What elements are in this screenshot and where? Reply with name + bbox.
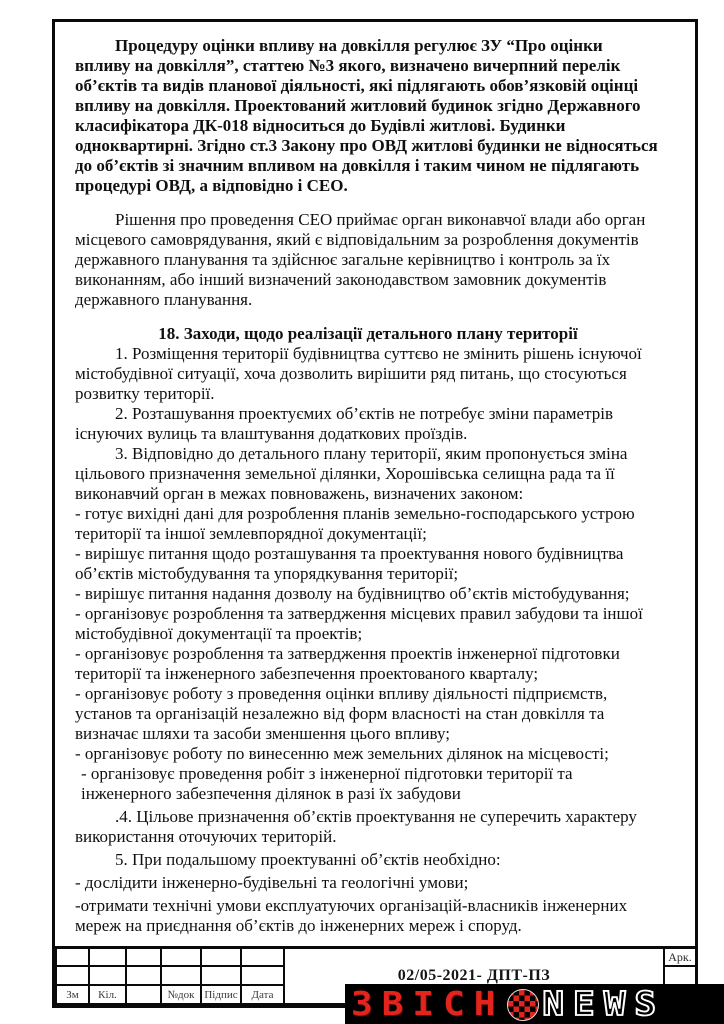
titleblock-label-data: Дата bbox=[241, 985, 284, 1004]
paragraph: Процедуру оцінки впливу на довкілля регулює ЗУ “Про оцінки впливу на довкілля”, статтею №3 якого, визначено вичерпний перелік об’єктів та видів планової діяльності, які підлягають обов’язковій оцінці впливу на довкілля. Проектований житловий будинок згідно Державного класифікатора ДК-018 відноситься до Будівлі житлові. Будинки одноквартирні. Згідно ст.3 Закону про ОВД житлові будинки не відносяться до об’єктів зі значним впливом на довкілля і таким чином не підлягають процедурі ОВД, а відповідно і СЕО. bbox=[75, 36, 658, 195]
checkered-ball-icon bbox=[507, 989, 539, 1021]
titleblock-cell bbox=[126, 947, 161, 966]
titleblock-label-pidpys: Підпис bbox=[201, 985, 241, 1004]
paragraph: - організовує розроблення та затвердження місцевих правил забудови та іншої містобудівної документації та проектів; bbox=[75, 604, 643, 643]
paragraph: - вирішує питання надання дозволу на будівництво об’єктів містобудування; bbox=[75, 584, 630, 603]
paragraph: 1. Розміщення території будівництва суттєво не змінить рішень існуючої містобудівної ситуації, хоча дозволить вирішити ряд питань, що стосуються розвитку території. bbox=[75, 344, 642, 403]
titleblock-label-zm: Зм bbox=[56, 985, 89, 1004]
paragraph: - вирішує питання щодо розташування та проектування нового будівництва об’єктів містобудування та упорядкування території; bbox=[75, 544, 624, 583]
titleblock-label-kil: Кіл. bbox=[89, 985, 126, 1004]
titleblock-cell bbox=[241, 947, 284, 966]
titleblock-cell bbox=[201, 947, 241, 966]
watermark-text-right: NEWS bbox=[542, 985, 666, 1023]
titleblock-cell bbox=[89, 966, 126, 985]
titleblock-label-blank bbox=[126, 985, 161, 1004]
paragraph: - організовує роботу з проведення оцінки впливу діяльності підприємств, установ та організацій незалежно від форм власності на стан довкілля та визначає шляхи та засоби зменшення цього впливу; bbox=[75, 684, 608, 743]
paragraph: - дослідити інженерно-будівельні та геологічні умови; bbox=[75, 873, 469, 892]
titleblock-label-nodoc: №док bbox=[161, 985, 201, 1004]
document-body bbox=[55, 22, 695, 946]
paragraph: Рішення про проведення СЕО приймає орган виконавчої влади або орган місцевого самоврядування, який є відповідальним за розроблення документів державного планування та здійснює загальне керівництво і контроль за їх виконанням, або інший визначений законодавством замовник документів державного планування. bbox=[75, 210, 646, 309]
titleblock-cell bbox=[201, 966, 241, 985]
titleblock-cell bbox=[241, 966, 284, 985]
paragraph: 3. Відповідно до детального плану території, яким пропонується зміна цільового призначення земельної ділянки, Хорошівська селищна рада та її виконавчий орган в межах повноважень, визначених законом: bbox=[75, 444, 628, 503]
doc-number: 02/05-2021- ДПТ-ПЗ bbox=[284, 947, 664, 1004]
titleblock-cell bbox=[126, 966, 161, 985]
titleblock-cell bbox=[89, 947, 126, 966]
paragraph: .4. Цільове призначення об’єктів проектування не суперечить характеру використання оточуючих територій. bbox=[75, 807, 637, 846]
titleblock-cell bbox=[56, 966, 89, 985]
sheet-label: Арк. bbox=[664, 947, 696, 966]
paragraph: - організовує розроблення та затвердження проектів інженерної підготовки території та інженерного забезпечення проектованого кварталу; bbox=[75, 644, 620, 683]
watermark-text-left: ЗВІСН bbox=[351, 985, 505, 1023]
section-heading: 18. Заходи, щодо реалізації детального плану території bbox=[158, 324, 578, 343]
titleblock-cell bbox=[161, 947, 201, 966]
paragraph: - організовує проведення робіт з інженерної підготовки території та інженерного забезпечення ділянок в разі їх забудови bbox=[81, 764, 573, 803]
titleblock-cell bbox=[56, 947, 89, 966]
paragraph: -отримати технічні умови експлуатуючих організацій-власників інженерних мереж на приєднання об’єктів до інженерних мереж і споруд. bbox=[75, 896, 628, 935]
titleblock-cell bbox=[161, 966, 201, 985]
paragraph: - готує вихідні дані для розроблення планів земельно-господарського устрою території та іншої землевпорядної документації; bbox=[75, 504, 635, 543]
paragraph: - організовує роботу по винесенню меж земельних ділянок на місцевості; bbox=[75, 744, 609, 763]
document-page bbox=[52, 19, 698, 1008]
paragraph: 2. Розташування проектуємих об’єктів не потребує зміни параметрів існуючих вулиць та влаштування додаткових проїздів. bbox=[75, 404, 613, 443]
zvischo-news-watermark bbox=[345, 984, 724, 1024]
paragraph: 5. При подальшому проектуванні об’єктів необхідно: bbox=[115, 850, 501, 869]
